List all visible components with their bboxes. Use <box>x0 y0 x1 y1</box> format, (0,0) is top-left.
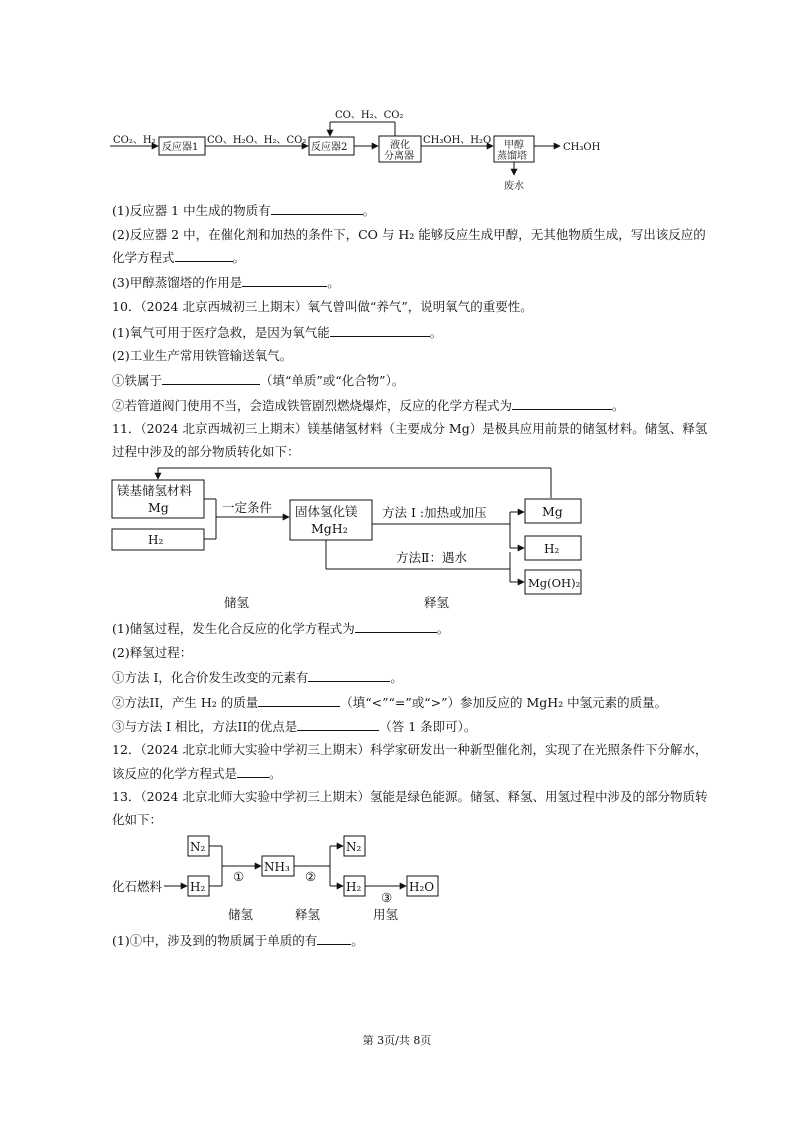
page-footer: 第 3页/共 8页 <box>362 1034 432 1047</box>
q11-part2: (2)释氢过程： <box>112 645 193 660</box>
mid2-label: CH₃OH、H₂O <box>423 135 492 146</box>
q11-stem-line2: 过程中涉及的部分物质转化如下： <box>112 444 300 459</box>
mg-output-label: Mg <box>542 504 563 519</box>
mid1-label: CO、H₂O、H₂、CO₂ <box>207 135 307 146</box>
hydrogen-energy-diagram <box>108 830 448 930</box>
mgh2-label: 固体氢化镁 <box>295 504 358 519</box>
step3-label: ③ <box>381 890 393 905</box>
n2-input-label: N₂ <box>190 840 206 854</box>
q11-part2a: ①方法 I，化合价发生改变的元素有 。 <box>112 670 403 685</box>
output-label: CH₃OH <box>563 142 601 153</box>
q9-part1: (1)反应器 1 中生成的物质有 。 <box>112 203 376 218</box>
mgh2-formula: MgH₂ <box>311 521 348 536</box>
h2-output-label: H₂ <box>346 880 362 894</box>
waste-label: 废水 <box>504 181 524 192</box>
method2-label: 方法Ⅱ：遇水 <box>396 550 467 565</box>
separator-label-2: 分离器 <box>384 151 414 162</box>
step2-label: ② <box>305 869 317 884</box>
q11-part2c: ③与方法 I 相比，方法II的优点是 （答 1 条即可）。 <box>112 719 477 734</box>
q13-part1: (1)①中，涉及到的物质属于单质的有 。 <box>112 933 364 948</box>
mgoh2-output-label: Mg(OH)₂ <box>528 576 581 590</box>
reactor2-label: 反应器2 <box>311 142 348 153</box>
reactor1-label: 反应器1 <box>162 142 199 153</box>
h2-input-label: H₂ <box>190 880 206 894</box>
q11-part2b: ②方法II，产生 H₂ 的质量 （填“<”“=”或“>”）参加反应的 MgH₂ 中氢元素的质量。 <box>112 695 668 710</box>
q10-part2a: ①铁属于 （填“单质”或“化合物”）。 <box>112 373 405 388</box>
use-label: 用氢 <box>373 907 399 922</box>
h2-output-label: H₂ <box>544 542 560 556</box>
h2-input-label: H₂ <box>148 533 164 547</box>
condition-label: 一定条件 <box>222 500 273 515</box>
magnesium-hydrogen-diagram <box>108 462 588 612</box>
release-label: 释氢 <box>424 595 450 610</box>
recycle-gas-label: CO、H₂、CO₂ <box>335 110 404 121</box>
nh3-label: NH₃ <box>264 860 290 874</box>
q9-part3: (3)甲醇蒸馏塔的作用是 。 <box>112 275 340 290</box>
store-label: 储氢 <box>224 595 250 610</box>
q13-stem-line1: 13．（2024 北京北师大实验中学初三上期末）氢能是绿色能源。储氢、释氢、用氢过程中涉及的部分物质转 <box>112 789 708 804</box>
q13-stem-line2: 化如下： <box>112 812 163 827</box>
methanol-process-diagram <box>105 100 625 195</box>
store-label: 储氢 <box>228 907 254 922</box>
step1-label: ① <box>233 869 245 884</box>
mg-material-formula: Mg <box>148 500 169 515</box>
h2o-label: H₂O <box>409 880 435 894</box>
fossil-fuel-label: 化石燃料 <box>112 879 163 894</box>
q9-part2-line2: 化学方程式 。 <box>112 250 246 265</box>
release-label: 释氢 <box>295 907 321 922</box>
input-label: CO₂、H₂ <box>113 135 156 146</box>
separator-label-1: 液化 <box>390 140 410 151</box>
q11-part1: (1)储氢过程，发生化合反应的化学方程式为 。 <box>112 621 450 636</box>
tower-label-2: 蒸馏塔 <box>497 151 527 162</box>
n2-output-label: N₂ <box>346 840 362 854</box>
mg-material-label: 镁基储氢材料 <box>117 483 193 498</box>
method1-label: 方法 I :加热或加压 <box>382 505 487 520</box>
q10-part2: (2)工业生产常用铁管输送氧气。 <box>112 348 293 363</box>
q10-part1: (1)氧气可用于医疗急救，是因为氧气能 。 <box>112 325 443 340</box>
tower-label-1: 甲醇 <box>504 140 524 151</box>
q12-stem-line1: 12．（2024 北京北师大实验中学初三上期末）科学家研发出一种新型催化剂，实现了在光照条件下分解水， <box>112 742 708 757</box>
q10-part2b: ②若管道阀门使用不当，会造成铁管剧烈燃烧爆炸，反应的化学方程式为 。 <box>112 398 625 413</box>
q11-stem-line1: 11．（2024 北京西城初三上期末）镁基储氢材料（主要成分 Mg）是极具应用前景的储氢材料。储氢、释氢 <box>112 421 708 436</box>
q12-stem-line2: 该反应的化学方程式是 。 <box>112 766 282 781</box>
q10-stem: 10．（2024 北京西城初三上期末）氧气曾叫做“养气”，说明氧气的重要性。 <box>112 299 533 314</box>
q9-part2-line1: (2)反应器 2 中，在催化剂和加热的条件下，CO 与 H₂ 能够反应生成甲醇，无其他物质生成，写出该反应的 <box>112 227 706 242</box>
